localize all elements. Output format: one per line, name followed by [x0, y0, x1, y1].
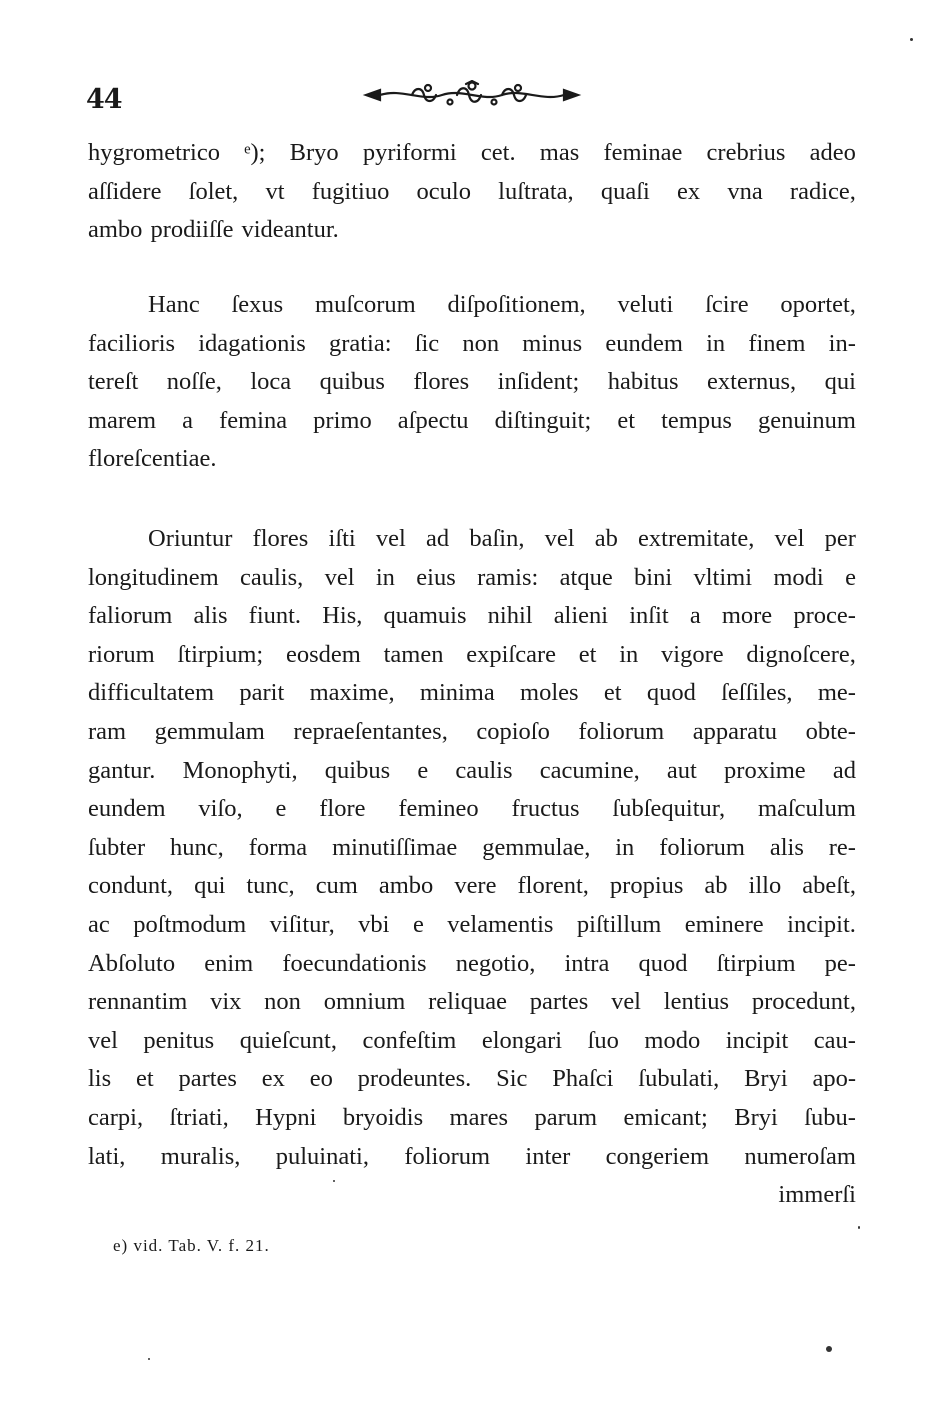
paragraph: [88, 520, 856, 1176]
word: minus: [522, 329, 583, 357]
word: proxime: [724, 756, 806, 784]
word: partes: [529, 988, 589, 1016]
word: fructus: [511, 795, 580, 823]
page-number: 44: [86, 84, 122, 115]
word: in: [615, 833, 635, 861]
footnote: e) vid. Tab. V. f. 21.: [113, 1236, 270, 1255]
word: noſſe,: [166, 368, 222, 396]
word: ᵉ);: [244, 139, 266, 166]
word: luſtrata,: [498, 177, 574, 205]
text-line: [88, 945, 856, 984]
word: floreſcentiae.: [88, 445, 217, 473]
text-line: [88, 211, 856, 250]
word: in-: [828, 329, 856, 357]
word: rennantim: [88, 988, 188, 1016]
word: longitudinem: [88, 563, 219, 591]
word: minutiſſimae: [332, 833, 458, 861]
word: qui: [824, 368, 856, 396]
word: Sic: [496, 1065, 528, 1093]
text-line: [88, 713, 856, 752]
catchword-line: [88, 1176, 856, 1215]
paper-speck: [858, 1226, 860, 1229]
word: inſit: [629, 602, 669, 630]
word: congeriem: [605, 1142, 710, 1170]
text-line: [88, 752, 856, 791]
word: vt: [265, 177, 285, 205]
word: alis: [193, 602, 228, 630]
word: oculo: [416, 177, 471, 205]
word: ſubu-: [804, 1103, 856, 1131]
word: obte-: [805, 717, 856, 745]
word: vel: [774, 525, 805, 552]
paper-speck: [826, 1346, 832, 1352]
word: eius: [416, 563, 456, 591]
word: ad: [832, 756, 856, 784]
word: vel: [324, 563, 355, 591]
word: Bryo: [289, 139, 339, 166]
word: ad: [426, 525, 450, 552]
word: parum: [534, 1103, 598, 1131]
word: externus,: [707, 368, 797, 396]
text-line: [88, 363, 856, 402]
word: flores: [413, 368, 470, 396]
word: intra: [564, 949, 610, 977]
word: velamentis: [447, 910, 554, 938]
word: gratia:: [328, 329, 392, 357]
word: gemmulam: [154, 717, 265, 745]
text-line: [88, 134, 856, 173]
text-line: [88, 983, 856, 1022]
word: procedunt,: [751, 988, 856, 1016]
word: et: [135, 1065, 154, 1093]
paper-speck: [148, 1358, 150, 1360]
word: muſcorum: [315, 291, 416, 318]
word: facilioris: [88, 329, 176, 357]
word: aſpectu: [397, 406, 469, 434]
word: qui: [194, 872, 226, 900]
word: abeſt,: [802, 872, 856, 900]
word: ſeſſiles,: [721, 679, 793, 707]
word: loca: [250, 368, 292, 396]
word: cau-: [813, 1026, 856, 1054]
word: ab: [704, 872, 728, 900]
word: emicant;: [623, 1103, 708, 1131]
ornament-icon: [362, 80, 582, 110]
word: cet.: [480, 139, 516, 166]
word: quaſi: [600, 177, 650, 205]
word: extremitate,: [638, 525, 755, 552]
word: eminere: [684, 910, 764, 938]
word: apo-: [812, 1065, 856, 1093]
word: pyriformi: [362, 139, 457, 166]
word: vna: [727, 177, 763, 205]
word: vel: [544, 525, 575, 552]
word: ab: [594, 525, 618, 552]
word: condunt,: [88, 872, 174, 900]
text-line: [88, 1099, 856, 1138]
word: aut: [666, 756, 697, 784]
word: parit: [239, 679, 285, 707]
catchword: immerſi: [778, 1181, 856, 1208]
text-line: [88, 402, 856, 441]
word: non: [264, 988, 301, 1016]
word: flores: [252, 525, 309, 552]
text-line: [88, 520, 856, 559]
word: Phaſci: [552, 1065, 614, 1093]
word: tunc,: [246, 872, 295, 900]
word: femina: [219, 406, 288, 434]
word: foliorum: [404, 1142, 491, 1170]
word: prodeuntes.: [357, 1065, 472, 1093]
word: ambo: [88, 216, 143, 244]
word: iſti: [328, 525, 356, 552]
word: negotio,: [455, 949, 536, 977]
word: vltimi: [693, 563, 753, 591]
word: proce-: [793, 602, 856, 630]
word: alis: [769, 833, 804, 861]
text-line: [88, 829, 856, 868]
word: feminae: [603, 139, 683, 166]
word: confeſtim: [362, 1026, 457, 1054]
word: forma: [248, 833, 308, 861]
word: genuinum: [757, 406, 856, 434]
paper-speck: [910, 38, 913, 41]
word: foliorum: [659, 833, 745, 861]
word: inſident;: [497, 368, 580, 396]
word: ſubſequitur,: [612, 795, 726, 823]
word: ſuo: [587, 1026, 619, 1054]
word: Oriuntur: [148, 525, 233, 552]
word: apparatu: [692, 717, 778, 745]
word: quod: [646, 679, 696, 707]
word: Bryi: [734, 1103, 778, 1131]
word: partes: [178, 1065, 237, 1093]
word: eundem: [88, 795, 166, 823]
word: diſtinguit;: [494, 406, 592, 434]
word: foliorum: [578, 717, 665, 745]
word: vel: [375, 525, 406, 552]
word: ſtirpium;: [177, 640, 264, 668]
word: quod: [638, 949, 688, 977]
word: baſin,: [469, 525, 525, 552]
word: incipit: [725, 1026, 789, 1054]
word: Hypni: [255, 1103, 317, 1131]
word: a: [689, 602, 701, 630]
word: vigore: [661, 640, 724, 668]
word: poſtmodum: [133, 910, 247, 938]
word: muralis,: [160, 1142, 241, 1170]
word: marem: [88, 406, 157, 434]
text-line: [88, 790, 856, 829]
word: ſubulati,: [638, 1065, 720, 1093]
word: Hanc: [148, 291, 200, 318]
word: femineo: [398, 795, 479, 823]
word: eosdem: [285, 640, 361, 668]
word: e: [417, 756, 429, 784]
word: lis: [88, 1065, 112, 1093]
word: faliorum: [88, 602, 173, 630]
word: quibus: [319, 368, 385, 396]
word: oportet,: [780, 291, 856, 318]
word: illo: [748, 872, 782, 900]
word: diſpoſitionem,: [447, 291, 586, 318]
word: aſſidere: [88, 177, 162, 205]
word: ſic: [414, 329, 440, 357]
word: tereſt: [88, 368, 139, 396]
word: non: [462, 329, 500, 357]
word: tamen: [383, 640, 444, 668]
word: gantur.: [88, 756, 156, 784]
word: expiſcare: [466, 640, 556, 668]
word: Bryi: [744, 1065, 788, 1093]
word: florent,: [517, 872, 589, 900]
word: et: [578, 640, 597, 668]
word: maxime,: [309, 679, 395, 707]
word: atque: [559, 563, 613, 591]
word: vbi: [358, 910, 390, 938]
word: modi: [773, 563, 824, 591]
word: ſolet,: [188, 177, 239, 205]
word: caulis,: [240, 563, 304, 591]
word: reliquae: [428, 988, 508, 1016]
text-line: [88, 286, 856, 325]
word: adeo: [809, 139, 856, 166]
word: His,: [322, 602, 363, 630]
text-line: [88, 325, 856, 364]
word: fugitiuo: [311, 177, 390, 205]
word: quamuis: [383, 602, 467, 630]
text-line: [88, 1138, 856, 1177]
word: hunc,: [170, 833, 224, 861]
word: nihil: [487, 602, 533, 630]
word: radice,: [789, 177, 856, 205]
word: maſculum: [757, 795, 856, 823]
word: caulis: [455, 756, 513, 784]
word: ram: [88, 717, 127, 745]
word: moles: [520, 679, 579, 707]
word: a: [182, 406, 193, 434]
word: quibus: [324, 756, 391, 784]
word: elongari: [481, 1026, 563, 1054]
word: finem: [748, 329, 806, 357]
word: Monophyti,: [182, 756, 298, 784]
word: eo: [309, 1065, 333, 1093]
word: difficultatem: [88, 679, 215, 707]
word: repraeſentantes,: [293, 717, 448, 745]
word: et: [603, 679, 622, 707]
word: minima: [419, 679, 495, 707]
word: puluinati,: [275, 1142, 369, 1170]
word: primo: [313, 406, 372, 434]
word: fiunt.: [248, 602, 302, 630]
text-line: [88, 1060, 856, 1099]
word: propius: [609, 872, 684, 900]
word: ramis:: [477, 563, 539, 591]
paper-speck: [333, 1180, 335, 1182]
word: more: [721, 602, 773, 630]
word: re-: [828, 833, 856, 861]
word: in: [706, 329, 726, 357]
word: bini: [634, 563, 673, 591]
word: inter: [525, 1142, 571, 1170]
word: tempus: [661, 406, 732, 434]
word: viſo,: [198, 795, 243, 823]
word: ac: [88, 910, 110, 938]
word: ex: [261, 1065, 285, 1093]
word: ſtirpium: [716, 949, 796, 977]
word: ſcire: [705, 291, 749, 318]
word: prodiiſſe: [150, 216, 234, 244]
text-line: [88, 597, 856, 636]
word: ſexus: [231, 291, 284, 318]
word: videantur.: [241, 216, 339, 244]
word: per: [824, 525, 856, 552]
word: carpi,: [88, 1103, 144, 1131]
word: ſubter: [88, 833, 146, 861]
word: idagationis: [198, 329, 306, 357]
word: copioſo: [476, 717, 550, 745]
word: lentius: [663, 988, 730, 1016]
word: quieſcunt,: [239, 1026, 337, 1054]
word: foecundationis: [282, 949, 427, 977]
word: penitus: [143, 1026, 215, 1054]
paragraph: [88, 134, 856, 250]
word: enim: [204, 949, 254, 977]
text-line: [88, 867, 856, 906]
word: e: [275, 795, 287, 823]
word: e: [845, 563, 856, 591]
word: veluti: [617, 291, 674, 318]
word: modo: [644, 1026, 701, 1054]
text-line: [88, 1022, 856, 1061]
word: dignoſcere,: [746, 640, 856, 668]
word: in: [375, 563, 395, 591]
word: me-: [817, 679, 856, 707]
word: bryoidis: [342, 1103, 424, 1131]
word: viſitur,: [269, 910, 335, 938]
text-line: [88, 173, 856, 212]
text-line: [88, 559, 856, 598]
word: e: [412, 910, 424, 938]
word: ex: [677, 177, 701, 205]
word: et: [617, 406, 636, 434]
word: vix: [210, 988, 242, 1016]
text-line: [88, 440, 856, 479]
word: pe-: [824, 949, 856, 977]
word: numeroſam: [744, 1142, 856, 1170]
word: mas: [539, 139, 580, 166]
word: habitus: [607, 368, 679, 396]
word: ambo: [378, 872, 434, 900]
text-line: [88, 674, 856, 713]
word: vere: [454, 872, 497, 900]
word: in: [619, 640, 639, 668]
word: flore: [319, 795, 366, 823]
word: omnium: [323, 988, 406, 1016]
word: Abſoluto: [88, 949, 176, 977]
word: gemmulae,: [482, 833, 591, 861]
word: riorum: [88, 640, 155, 668]
word: vel: [611, 988, 641, 1016]
word: piſtillum: [576, 910, 662, 938]
text-line: [88, 636, 856, 675]
word: crebrius: [706, 139, 786, 166]
word: eundem: [605, 329, 683, 357]
text-line: [88, 906, 856, 945]
word: ſtriati,: [169, 1103, 229, 1131]
word: vel: [88, 1026, 118, 1054]
word: hygrometrico: [88, 139, 220, 166]
word: cum: [315, 872, 358, 900]
word: mares: [449, 1103, 509, 1131]
word: incipit.: [787, 910, 856, 938]
word: lati,: [88, 1142, 126, 1170]
paragraph: [88, 286, 856, 479]
word: alieni: [553, 602, 609, 630]
word: cacumine,: [539, 756, 640, 784]
